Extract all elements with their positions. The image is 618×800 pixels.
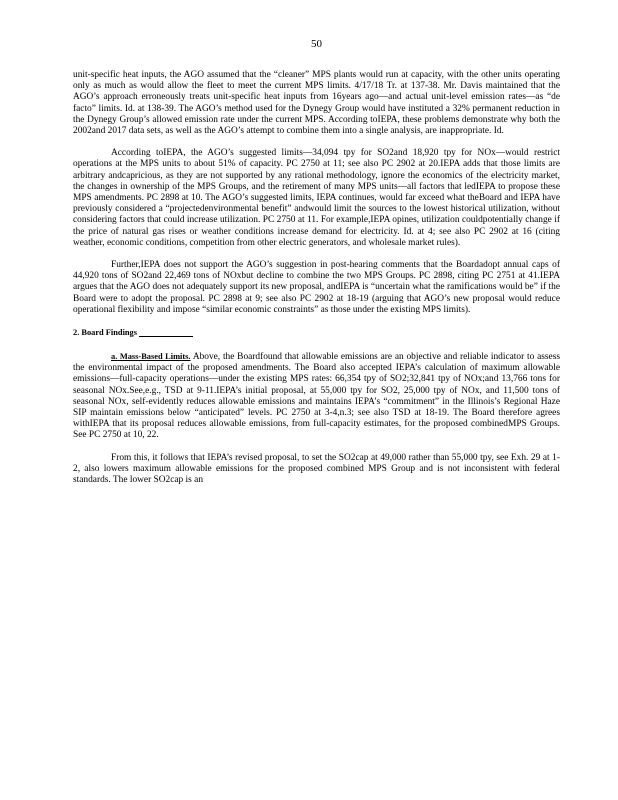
paragraph-4-text: Above, the Boardfound that allowable emissions are an objective and reliable indicator to assess the environmental impact of the proposed amendments. The Board also accepted IEPA’s calculation of maximum allowable emissions—full-capacity operations—under the existing MPS rates: 66,354 tpy of SO2;32,841 tpy of NOx;and 13,766 tons for seasonal NOx.See,e.g., TSD at 9-11.IEPA’s initial proposal, at 55,000 tpy for SO2, 25,000 tpy of NOx, and 11,500 tons of seasonal NOx, self-evidently reduces allowable emissions and maintains IEPA’s “commitment” in the Illinois’s Regional Haze SIP maintain emissions below “anticipated” levels. PC 2750 at 3-4,n.3; see also TSD at 18-19. The Board therefore agrees withIEPA that its proposal reduces allowable emissions, from full-capacity estimates, for the proposed combinedMPS Groups. See PC 2750 at 10, 22.: [73, 352, 560, 441]
paragraph-4: [73, 351, 560, 442]
section-heading: [73, 328, 560, 337]
paragraph-3: Further,IEPA does not support the AGO’s suggestion in post-hearing comments that the Boardadopt annual caps of 44,920 tons of SO2and 22,469 tons of NOxbut decline to combine the two MPS Groups. PC 2898, citing PC 2751 at 41.IEPA argues that the AGO does not adequately support its new proposal, andIEPA is “uncertain what the ramifications would be” if the Board were to adopt the proposal. PC 2898 at 9; see also PC 2902 at 18-19 (arguing that AGO’s new proposal would reduce operational flexibility and impose “similar economic constraints” as those under the existing MPS limits).: [73, 260, 560, 315]
paragraph-1: unit-specific heat inputs, the AGO assumed that the “cleaner” MPS plants would run at capacity, with the other units operating only as much as would allow the fleet to meet the current MPS limits. 4/17/18 Tr. at 137-38. Mr. Davis maintained that the AGO’s approach erroneously treats unit-specific heat inputs from 16years ago—and actual unit-level emission rates—as “de facto” limits. Id. at 138-39. The AGO’s method used for the Dynegy Group would have instituted a 32% permanent reduction in the Dynegy Group’s allowed emission rate under the current MPS. According toIEPA, these problems demonstrate why both the 2002and 2017 data sets, as well as the AGO’s attempt to combine them into a single analysis, are inappropriate. Id.: [73, 70, 560, 137]
section-heading-text: 2. Board Findings: [73, 328, 137, 338]
paragraph-5: From this, it follows that IEPA’s revised proposal, to set the SO2cap at 49,000 rather than 55,000 tpy, see Exh. 29 at 1-2, also lowers maximum allowable emissions for the proposed combined MPS Group and is not inconsistent with federal standards. The lower SO2cap is an: [73, 452, 560, 486]
paragraph-2: According toIEPA, the AGO’s suggested limits—34,094 tpy for SO2and 18,920 tpy for NOx—would restrict operations at the MPS units to about 51% of capacity. PC 2750 at 11; see also PC 2902 at 20.IEPA adds that those limits are arbitrary andcapricious, as they are not supported by any rational methodology, ignore the economics of the electricity market, the changes in ownership of the MPS Groups, and the retirement of many MPS units—all factors that ledIEPA to propose these MPS amendments. PC 2898 at 10. The AGO’s suggested limits, IEPA continues, would far exceed what theBoard and IEPA have previously considered a “projectedenvironmental benefit” andwould limit the sources to the lowest historical utilization, without considering factors that could increase utilization. PC 2750 at 11. For example,IEPA opines, utilization couldpotentially change if the price of natural gas rises or weather conditions increase demand for electricity. Id. at 4; see also PC 2902 at 16 (citing weather, economic conditions, competition from other electric generators, and wholesale market rules).: [73, 148, 560, 248]
heading-underline: [139, 336, 193, 337]
subsection-label: a. Mass-Based Limits.: [111, 352, 191, 362]
page-number: 50: [311, 38, 322, 50]
